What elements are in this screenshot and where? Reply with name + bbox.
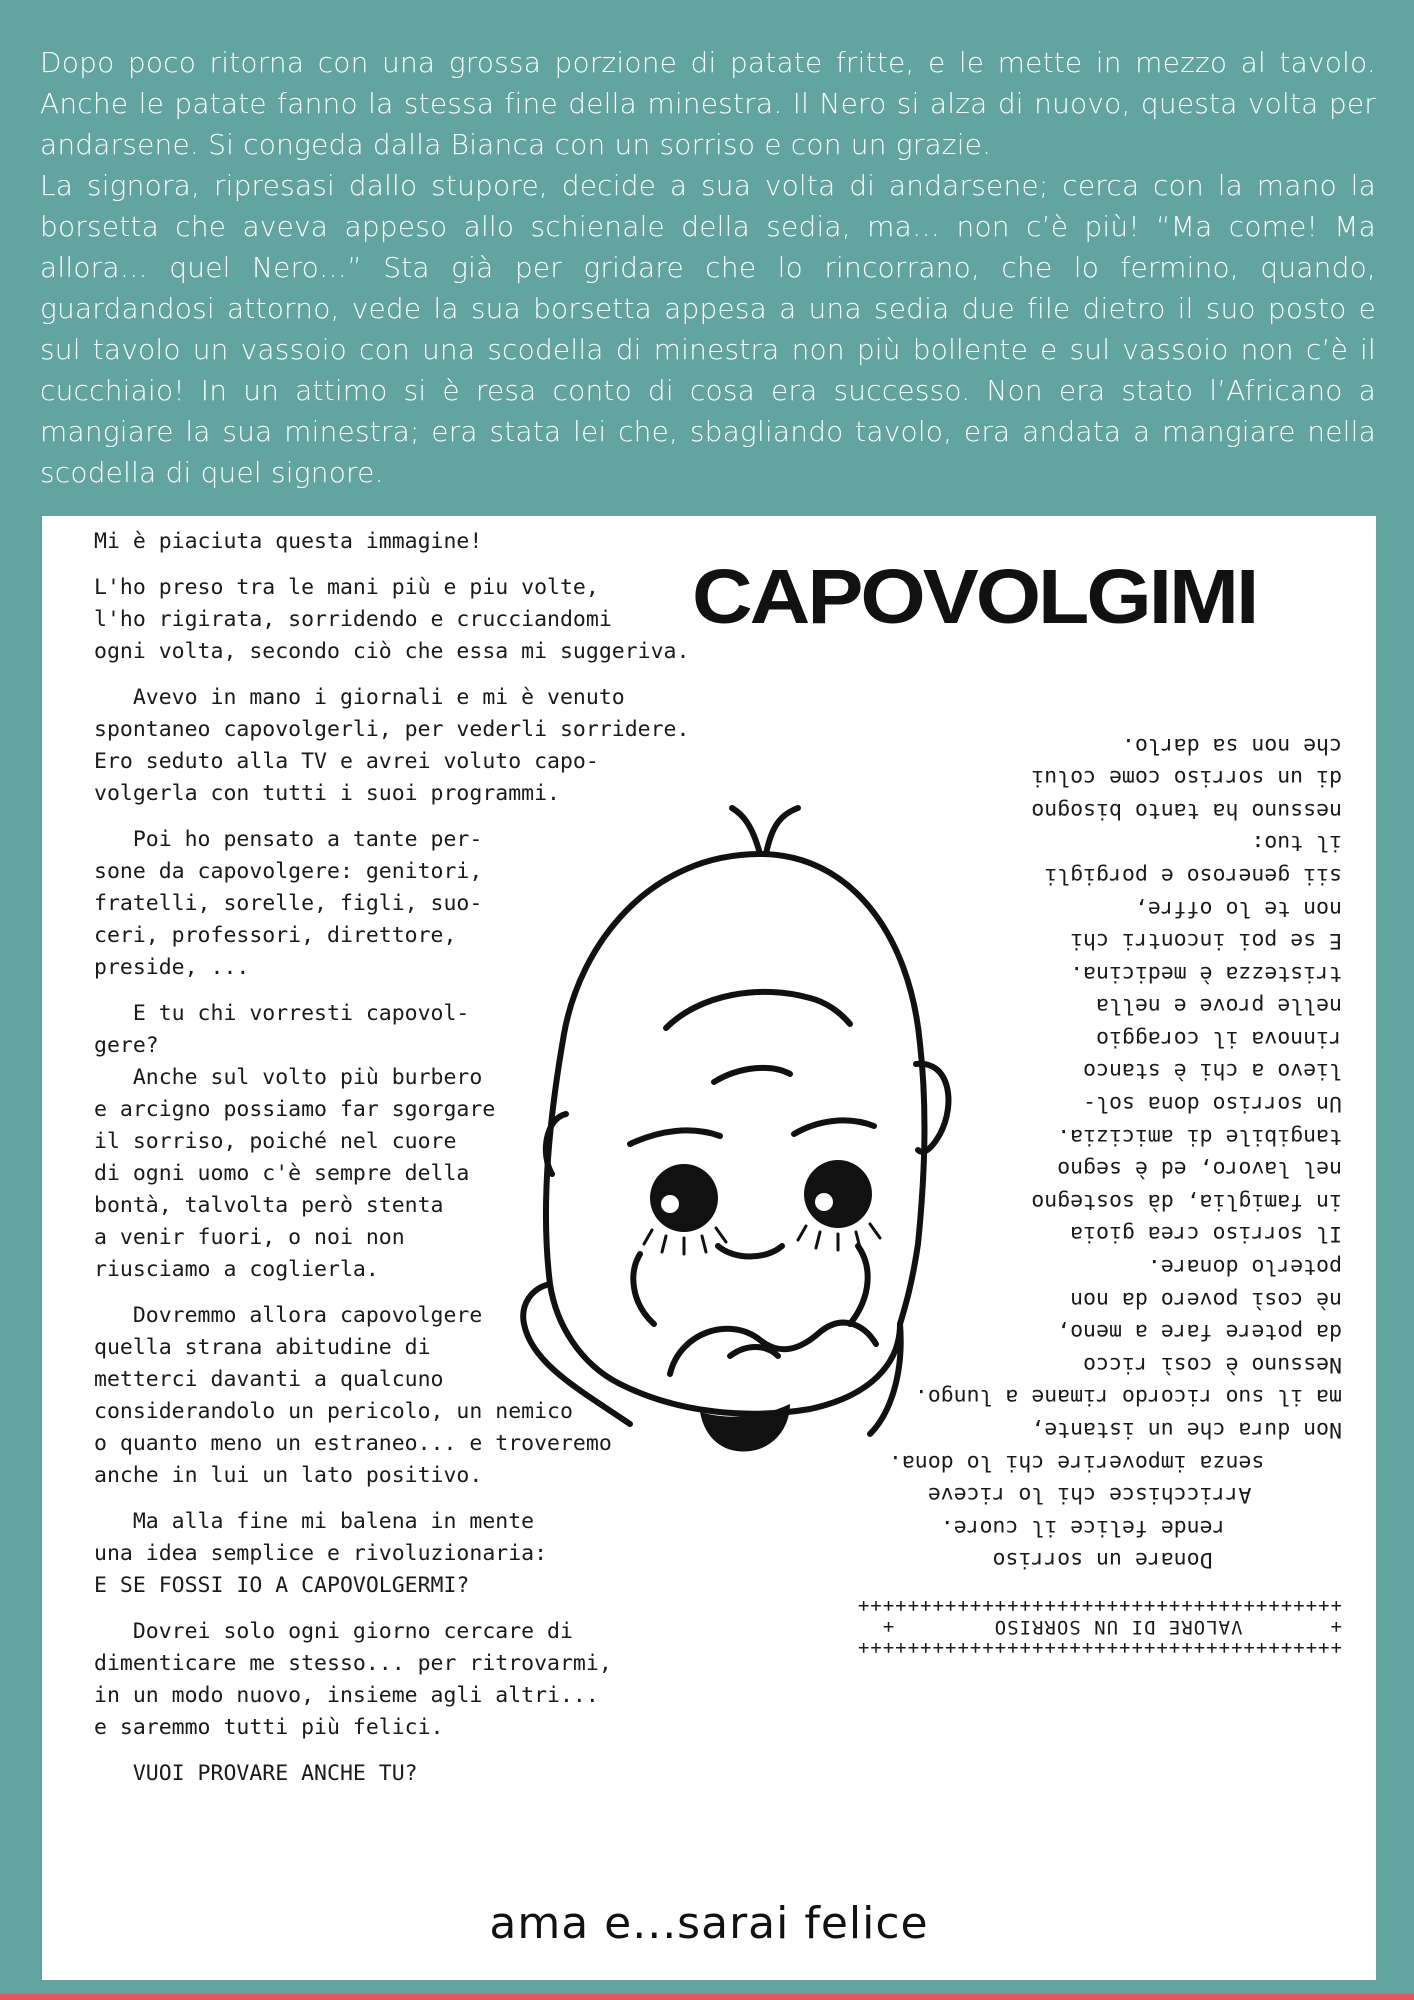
sheet-title: CAPOVOLGIMI [692,552,1257,640]
left-paragraph: Poi ho pensato a tante per- sone da capovolgere: genitori, fratelli, sorelle, figli, suo- ceri, professori, direttore, preside, ... [94,827,483,980]
poem-text: Donare un sorriso rende felice il cuore. Arricchisce chi lo riceve senza impoverire chi lo dona. Non dura che un istante, ma il suo ricordo rimane a lungo. Nessuno è così ricco da potere fare a meno, nè così povero da non poterlo donare. Il sorriso crea gioia in famiglia, dà sostegno nel lavoro, ed è segno tangibile di amicizia. Un sorriso dona sol- lievo a chi è stanco rinnova il coraggio nelle prove e nella tristezza è medicina. E se poi incontri chi non te lo offre, sii generoso e porgigli il tuo: nessuno ha tanto bisogno di un sorriso come colui che non sa darlo. [888,732,1342,1573]
poem-title-frame: +++++++++++++++++++++++++++++++++++++++ + VALORE DI UN SORRISO + +++++++++++++++++++++++++++++++++++++++ [856,1595,1342,1660]
upside-down-poem [702,728,1342,1688]
intro-text [40,42,1376,493]
scanned-sheet [42,516,1376,1980]
left-paragraph: Ma alla fine mi balena in mente una idea semplice e rivoluzionaria: E SE FOSSI IO A CAPOVOLGERMI? [94,1509,548,1598]
poem-title: VALORE DI UN SORRISO [993,1616,1243,1639]
footer-motto: ama e...sarai felice [489,1898,929,1949]
left-paragraph: E tu chi vorresti capovol- gere? Anche sul volto più burbero e arcigno possiamo far sgorgare il sorriso, poiché nel cuore di ogni uomo c'è sempre della bontà, talvolta però stenta a venir fuori, o noi non riusciamo a coglierla. [94,1001,496,1282]
left-paragraph: L'ho preso tra le mani più e piu volte, l'ho rigirata, sorridendo e crucciandomi ogni volta, secondo ciò che essa mi suggeriva. [94,575,690,664]
intro-paragraph-1: Dopo poco ritorna con una grossa porzione di patate fritte, e le mette in mezzo al tavolo. Anche le patate fanno la stessa fine della minestra. Il Nero si alza di nuovo, questa volta per andarsene. Si congeda dalla Bianca con un sorriso e con un grazie. [40,46,1376,161]
left-paragraph: Dovremmo allora capovolgere quella strana abitudine di metterci davanti a qualcuno considerandolo un pericolo, un nemico o quanto meno un estraneo... e troveremo anche in lui un lato positivo. [94,1303,612,1488]
left-paragraph: VUOI PROVARE ANCHE TU? [94,1761,418,1786]
intro-paragraph-2: La signora, ripresasi dallo stupore, decide a sua volta di andarsene; cerca con la mano la borsetta che aveva appeso allo schienale della sedia, ma… non c’è più! “Ma come! Ma allora… quel Nero…” Sta già per gridare che lo rincorrano, che lo fermino, quando, guardandosi attorno, vede la sua borsetta appesa a una sedia due file dietro il suo posto e sul tavolo un vassoio con una scodella di minestra non più bollente e sul vassoio non c’è il cucchiaio! In un attimo si è resa conto di cosa era successo. Non era stato l’Africano a mangiare la sua minestra; era stata lei che, sbagliando tavolo, era andata a mangiare nella scodella di quel signore. [40,169,1376,489]
bottom-accent-line [0,1994,1414,2000]
left-paragraph: Dovrei solo ogni giorno cercare di dimenticare me stesso... per ritrovarmi, in un modo nuovo, insieme agli altri... e saremmo tutti più felici. [94,1619,612,1740]
left-paragraph: Avevo in mano i giornali e mi è venuto spontaneo capovolgerli, per vederli sorridere. Ero seduto alla TV e avrei voluto capo- volgerla con tutti i suoi programmi. [94,685,690,806]
left-paragraph: Mi è piaciuta questa immagine! [94,529,483,554]
